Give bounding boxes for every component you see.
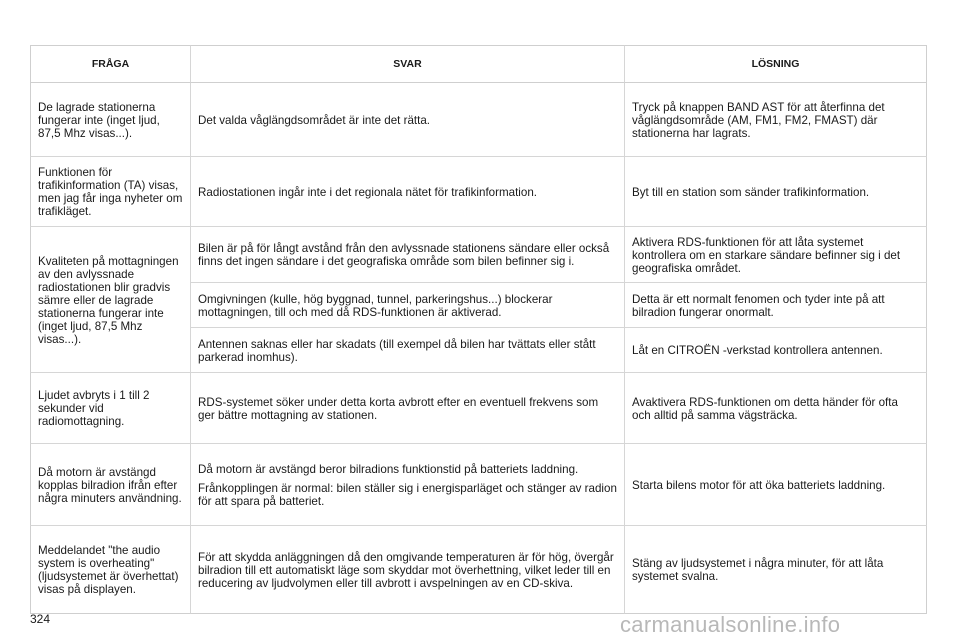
header-solution: LÖSNING bbox=[625, 45, 927, 83]
solution-cell: Stäng av ljudsystemet i några minuter, för att låta systemet svalna. bbox=[625, 526, 927, 614]
answer-paragraph: RDS-systemet söker under detta korta avbrott efter en eventuell frekvens som ger bättre mottagning av stationen. bbox=[198, 395, 599, 422]
solution-cell: Aktivera RDS-funktionen för att låta systemet kontrollera om en starkare sändare befinner sig i det geografiska området. bbox=[625, 227, 927, 283]
answer-paragraph: Radiostationen ingår inte i det regionala nätet för trafikinformation. bbox=[198, 185, 537, 199]
table-row bbox=[30, 373, 927, 444]
answer-cell bbox=[191, 328, 625, 373]
solution-cell: Byt till en station som sänder trafikinformation. bbox=[625, 157, 927, 227]
answer-cell bbox=[191, 157, 625, 227]
answer-cell bbox=[191, 227, 625, 283]
question-cell: De lagrade stationerna fungerar inte (inget ljud, 87,5 Mhz visas...). bbox=[30, 83, 191, 157]
solution-cell: Låt en CITROËN -verkstad kontrollera antennen. bbox=[625, 328, 927, 373]
table-row bbox=[30, 227, 927, 283]
question-cell: Meddelandet "the audio system is overheating" (ljudsystemet är överhettat) visas på displayen. bbox=[30, 526, 191, 614]
table-header-row bbox=[30, 45, 927, 83]
solution-cell: Starta bilens motor för att öka batteriets laddning. bbox=[625, 444, 927, 526]
table-body bbox=[30, 83, 927, 614]
solution-cell: Detta är ett normalt fenomen och tyder inte på att bilradion fungerar onormalt. bbox=[625, 283, 927, 328]
answer-cell bbox=[191, 283, 625, 328]
answer-paragraph: Då motorn är avstängd beror bilradions funktionstid på batteriets laddning. bbox=[198, 462, 579, 476]
solution-cell: Tryck på knappen BAND AST för att återfinna det våglängdsområde (AM, FM1, FM2, FMAST) där stationerna har lagrats. bbox=[625, 83, 927, 157]
answer-paragraph: Det valda våglängdsområdet är inte det rätta. bbox=[198, 113, 431, 127]
page-number: 324 bbox=[30, 612, 51, 626]
answer-cell bbox=[191, 373, 625, 444]
answer-cell bbox=[191, 83, 625, 157]
table-row bbox=[30, 444, 927, 526]
answer-paragraph: För att skydda anläggningen då den omgivande temperaturen är för hög, övergår bilradion till ett automatiskt läge som skyddar mot överhettning, vilket leder till en reducering av ljudvolymen eller till avbrott i avspelningen av en CD-skiva. bbox=[198, 550, 614, 590]
answer-cell bbox=[191, 444, 625, 526]
question-cell: Kvaliteten på mottagningen av den avlyssnade radiostationen blir gradvis sämre eller de lagrade stationerna fungerar inte (inget ljud, 87,5 Mhz visas...). bbox=[30, 227, 191, 373]
answer-paragraph: Omgivningen (kulle, hög byggnad, tunnel, parkeringshus...) blockerar mottagningen, till och med då RDS-funktionen är aktiverad. bbox=[198, 292, 553, 319]
question-cell: Då motorn är avstängd kopplas bilradion ifrån efter några minuters användning. bbox=[30, 444, 191, 526]
watermark: carmanualsonline.info bbox=[620, 612, 841, 637]
answer-paragraph: Bilen är på för långt avstånd från den avlyssnade stationens sändare eller också finns det ingen sändare i det geografiska område som bilen befinner sig i. bbox=[198, 242, 610, 268]
troubleshooting-table bbox=[30, 45, 927, 614]
header-answer: SVAR bbox=[191, 45, 625, 83]
answer-paragraph: Antennen saknas eller har skadats (till exempel då bilen har tvättats eller stått parkerad inomhus). bbox=[198, 337, 596, 364]
question-cell: Ljudet avbryts i 1 till 2 sekunder vid radiomottagning. bbox=[30, 373, 191, 444]
header-question: FRÅGA bbox=[30, 45, 191, 83]
solution-cell: Avaktivera RDS-funktionen om detta händer för ofta och alltid på samma vägsträcka. bbox=[625, 373, 927, 444]
answer-paragraph: Frånkopplingen är normal: bilen ställer sig i energisparläget och stänger av radion för att spara på batteriet. bbox=[198, 481, 617, 508]
table-row bbox=[30, 157, 927, 227]
table-row bbox=[30, 526, 927, 614]
question-cell: Funktionen för trafikinformation (TA) visas, men jag får inga nyheter om trafikläget. bbox=[30, 157, 191, 227]
table-row bbox=[30, 83, 927, 157]
answer-cell bbox=[191, 526, 625, 614]
